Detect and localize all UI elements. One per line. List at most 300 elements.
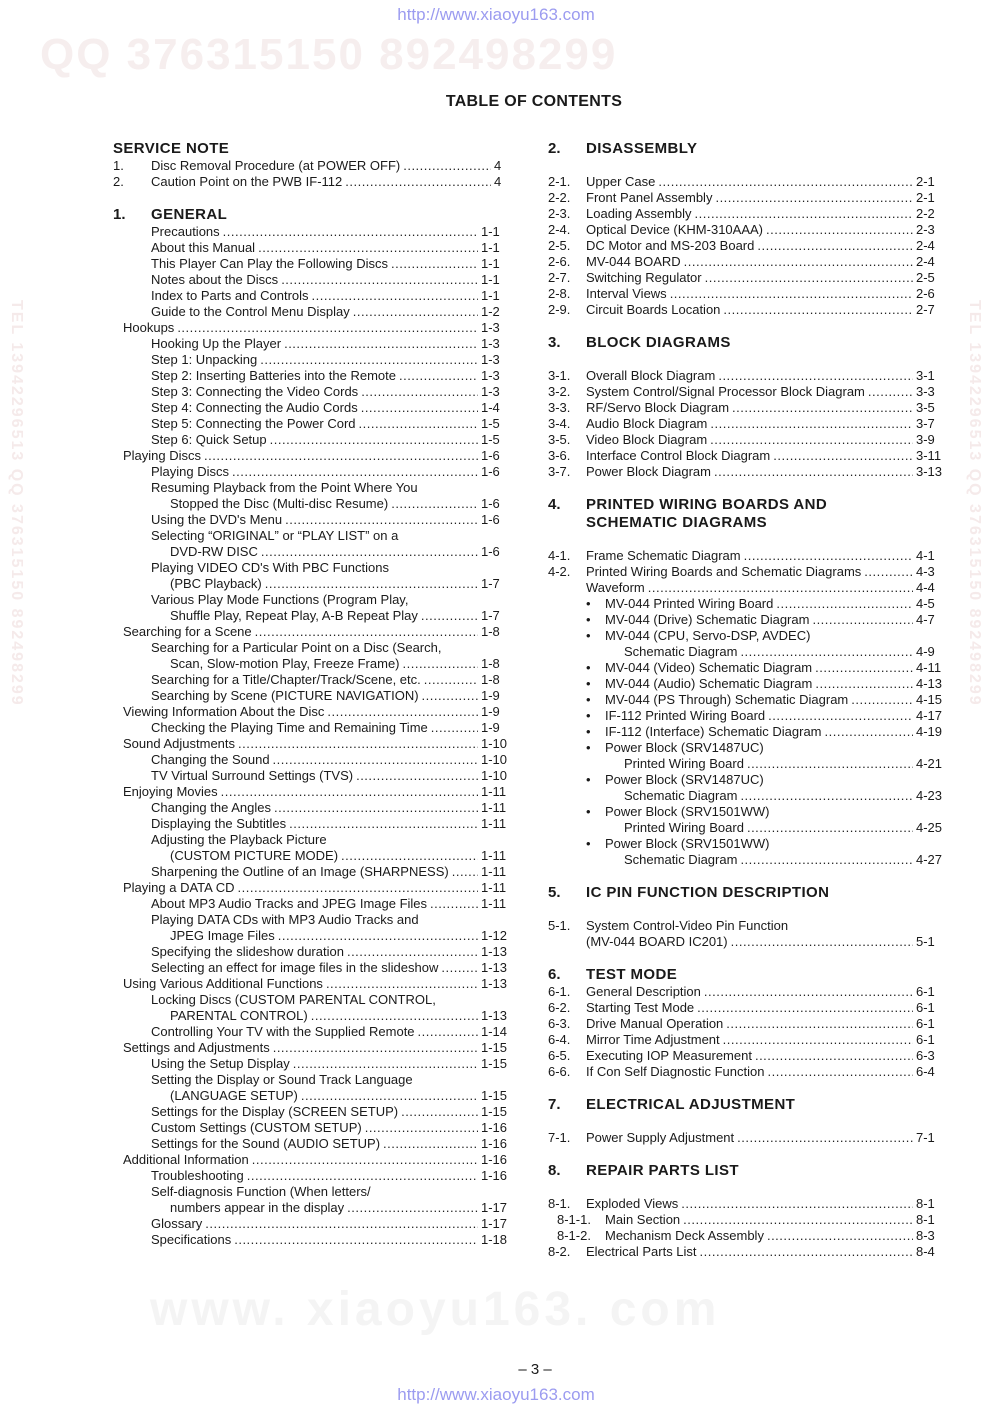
entry-number: 7-1. (548, 1130, 571, 1145)
entry-text (605, 692, 943, 708)
toc-entry[interactable] (113, 288, 508, 304)
toc-entry[interactable] (113, 816, 508, 832)
entry-label: Power Block (SRV1487UC) (605, 772, 764, 787)
toc-entry[interactable] (113, 1056, 508, 1072)
entry-page: 1-11 (481, 784, 507, 799)
entry-page: 1-3 (481, 352, 500, 367)
entry-text (151, 256, 508, 272)
entry-text (151, 752, 508, 768)
dot-leader (740, 788, 913, 804)
toc-entry[interactable] (113, 432, 508, 448)
entry-label: Settings for the Sound (AUDIO SETUP) (151, 1136, 381, 1151)
toc-entry[interactable] (548, 644, 938, 660)
entry-page: 1-6 (481, 496, 500, 511)
entry-label: MV-044 (Video) Schematic Diagram (605, 660, 813, 675)
toc-entry[interactable] (548, 820, 943, 836)
entry-page: 1-16 (481, 1168, 508, 1183)
entry-page: 2-7 (916, 302, 935, 317)
toc-entry[interactable] (548, 1244, 938, 1260)
toc-entry[interactable] (113, 784, 508, 800)
entry-text (151, 384, 508, 400)
toc-entry[interactable] (548, 368, 938, 384)
toc-entry[interactable] (113, 848, 508, 864)
toc-entry[interactable] (548, 676, 943, 692)
entry-page: 1-11 (481, 896, 507, 911)
entry-label: Locking Discs (CUSTOM PARENTAL CONTROL, (151, 992, 436, 1007)
toc-entry[interactable] (113, 1040, 508, 1056)
entry-page: 1-8 (481, 672, 500, 687)
toc-entry[interactable] (113, 1152, 508, 1168)
entry-page: 1-6 (481, 464, 500, 479)
entry-page: 1-16 (481, 1136, 508, 1151)
toc-entry[interactable] (548, 432, 938, 448)
entry-page: 3-13 (916, 464, 943, 479)
toc-entry[interactable] (113, 1168, 508, 1184)
entry-text (151, 640, 508, 656)
toc-entry[interactable] (548, 286, 938, 302)
toc-entry[interactable] (113, 560, 508, 576)
dot-leader (284, 336, 478, 352)
entry-page: 8-1 (916, 1212, 935, 1227)
entry-text (151, 174, 508, 190)
entry-label: Precautions (151, 224, 220, 239)
dot-leader (441, 960, 478, 976)
entry-page: 4-4 (916, 580, 935, 595)
entry-label: Using the DVD's Menu (151, 512, 283, 527)
dot-leader (726, 1016, 913, 1032)
entry-page: 1-15 (481, 1088, 508, 1103)
entry-number: 3-2. (548, 384, 571, 399)
toc-entry[interactable] (548, 772, 938, 788)
entry-page: 1-3 (481, 384, 500, 399)
dot-leader (274, 800, 478, 816)
toc-entry[interactable] (548, 1000, 938, 1016)
entry-text (151, 720, 508, 736)
section-number: 3. (548, 334, 561, 351)
entry-label: TV Virtual Surround Settings (TVS) (151, 768, 354, 783)
toc-entry[interactable] (548, 1212, 938, 1228)
toc-entry[interactable] (113, 912, 508, 928)
entry-page: 1-17 (481, 1216, 508, 1231)
toc-entry[interactable] (548, 836, 938, 852)
entry-text (586, 222, 938, 238)
toc-entry[interactable] (548, 1228, 938, 1244)
entry-page: 1-5 (481, 416, 500, 431)
entry-text (151, 1168, 508, 1184)
dot-leader (285, 512, 478, 528)
toc-entry[interactable] (113, 336, 508, 352)
entry-text (151, 480, 508, 496)
entry-label: Adjusting the Playback Picture (151, 832, 327, 847)
entry-text (586, 174, 938, 190)
dot-leader (768, 708, 913, 724)
entry-label: Front Panel Assembly (586, 190, 713, 205)
entry-page: 1-16 (481, 1152, 508, 1167)
entry-label: Shuffle Play, Repeat Play, A-B Repeat Play (170, 608, 418, 623)
entry-number: 2-6. (548, 254, 571, 269)
bullet-icon: • (586, 724, 591, 739)
toc-entry[interactable] (548, 238, 938, 254)
toc-entry[interactable] (113, 928, 508, 944)
toc-entry[interactable] (113, 1072, 508, 1088)
dot-leader (723, 1032, 913, 1048)
entry-text (586, 1048, 938, 1064)
entry-page: 4-5 (916, 596, 935, 611)
toc-entry[interactable] (113, 656, 508, 672)
entry-page: 3-9 (916, 432, 935, 447)
entry-label: Electrical Parts List (586, 1244, 697, 1259)
dot-leader (204, 448, 478, 464)
toc-entry[interactable] (548, 206, 938, 222)
toc-entry[interactable] (548, 628, 938, 644)
toc-entry[interactable] (113, 1104, 508, 1120)
toc-entry[interactable] (113, 960, 508, 976)
toc-entry[interactable] (113, 1136, 508, 1152)
toc-entry[interactable] (113, 800, 508, 816)
entry-number: 8-1-1. (557, 1212, 591, 1227)
toc-entry[interactable] (113, 1008, 508, 1024)
entry-text (151, 688, 508, 704)
entry-label: Hooking Up the Player (151, 336, 282, 351)
toc-entry[interactable] (113, 224, 508, 240)
toc-entry[interactable] (548, 400, 938, 416)
toc-entry[interactable] (113, 400, 508, 416)
entry-text (586, 190, 938, 206)
section-number: 6. (548, 966, 561, 983)
toc-entry[interactable] (548, 1016, 938, 1032)
toc-entry[interactable] (548, 222, 938, 238)
entry-label: Index to Parts and Controls (151, 288, 309, 303)
dot-leader (359, 416, 478, 432)
toc-entry[interactable] (113, 976, 508, 992)
toc-entry[interactable] (113, 608, 508, 624)
entry-label: Playing VIDEO CD's With PBC Functions (151, 560, 389, 575)
toc-entry[interactable] (113, 544, 508, 560)
toc-entry[interactable] (548, 852, 943, 868)
toc-entry[interactable] (113, 768, 508, 784)
toc-entry[interactable] (113, 672, 508, 688)
entry-label: Loading Assembly (586, 206, 692, 221)
toc-entry[interactable] (548, 788, 943, 804)
entry-text (586, 580, 938, 596)
entry-label: MV-044 BOARD (586, 254, 681, 269)
entry-page: 2-6 (916, 286, 935, 301)
toc-entry[interactable] (113, 992, 508, 1008)
toc-entry[interactable] (548, 254, 938, 270)
entry-number: 8-1. (548, 1196, 571, 1211)
entry-page: 1-2 (481, 304, 500, 319)
entry-page: 1-3 (481, 336, 500, 351)
toc-entry[interactable] (113, 158, 508, 174)
section-title: BLOCK DIAGRAMS (586, 334, 731, 351)
entry-number: 4-1. (548, 548, 571, 563)
entry-number: 2-5. (548, 238, 571, 253)
toc-entry[interactable] (548, 564, 938, 580)
dot-leader (391, 496, 478, 512)
entry-page: 6-1 (916, 1032, 935, 1047)
entry-text (151, 672, 508, 688)
dot-leader (697, 1000, 913, 1016)
toc-entry[interactable] (113, 736, 508, 752)
entry-label: Displaying the Subtitles (151, 816, 287, 831)
toc-entry[interactable] (113, 720, 508, 736)
toc-entry[interactable] (548, 612, 938, 628)
entry-page: 1-7 (481, 576, 500, 591)
entry-page: 3-7 (916, 416, 935, 431)
toc-entry[interactable] (548, 756, 943, 772)
toc-entry[interactable] (113, 1200, 508, 1216)
dot-leader (718, 368, 913, 384)
toc-entry[interactable] (113, 448, 508, 464)
toc-entry[interactable] (113, 880, 508, 896)
dot-leader (345, 174, 491, 190)
entry-label: Waveform (586, 580, 645, 595)
entry-text (586, 254, 938, 270)
watermark-side-right: TEL 13942296513 QQ 376315150 892498299 (966, 300, 983, 707)
entry-text (151, 1216, 508, 1232)
toc-entry[interactable] (113, 304, 508, 320)
toc-entry[interactable] (113, 528, 508, 544)
entry-label: System Control/Signal Processor Block Diagram (586, 384, 865, 399)
toc-entry[interactable] (548, 1048, 938, 1064)
entry-page: 1-8 (481, 656, 500, 671)
toc-entry[interactable] (113, 832, 508, 848)
entry-label: Changing the Angles (151, 800, 271, 815)
toc-entry[interactable] (113, 384, 508, 400)
toc-entry[interactable] (548, 1196, 938, 1212)
bullet-icon: • (586, 676, 591, 691)
bullet-icon: • (586, 836, 591, 851)
entry-label: Changing the Sound (151, 752, 270, 767)
entry-label: Executing IOP Measurement (586, 1048, 752, 1063)
entry-number: 3-4. (548, 416, 571, 431)
entry-label: Hookups (123, 320, 175, 335)
toc-entry[interactable] (113, 320, 508, 336)
toc-entry[interactable] (113, 1232, 508, 1248)
toc-entry[interactable] (113, 576, 508, 592)
toc-entry[interactable] (113, 464, 508, 480)
toc-entry[interactable] (113, 272, 508, 288)
bullet-icon: • (586, 804, 591, 819)
dot-leader (705, 270, 913, 286)
toc-entry[interactable] (548, 448, 942, 464)
entry-page: 3-11 (916, 448, 942, 463)
entry-text (151, 464, 508, 480)
entry-label: Switching Regulator (586, 270, 702, 285)
toc-entry[interactable] (548, 596, 938, 612)
entry-text (151, 224, 508, 240)
toc-entry[interactable] (548, 548, 938, 564)
entry-label: Step 2: Inserting Batteries into the Remote (151, 368, 396, 383)
entry-text (151, 592, 508, 608)
toc-entry[interactable] (548, 302, 938, 318)
entry-label: About MP3 Audio Tracks and JPEG Image Files (151, 896, 428, 911)
toc-entry[interactable] (548, 416, 938, 432)
toc-entry[interactable] (113, 416, 508, 432)
toc-entry[interactable] (548, 464, 943, 480)
entry-label: Glossary (151, 1216, 203, 1231)
entry-page: 1-15 (481, 1056, 508, 1071)
toc-entry[interactable] (113, 592, 508, 608)
toc-entry[interactable] (548, 708, 943, 724)
entry-number: 6-3. (548, 1016, 571, 1031)
toc-entry[interactable] (113, 752, 508, 768)
entry-text (170, 928, 508, 944)
entry-page: 8-4 (916, 1244, 935, 1259)
toc-entry[interactable] (113, 1216, 508, 1232)
entry-text (151, 304, 508, 320)
dot-leader (347, 1200, 478, 1216)
entry-page: 3-1 (916, 368, 935, 383)
toc-entry[interactable] (113, 896, 508, 912)
toc-entry[interactable] (113, 512, 508, 528)
entry-text (151, 1056, 508, 1072)
toc-entry[interactable] (113, 1184, 508, 1200)
toc-entry[interactable] (548, 804, 938, 820)
dot-leader (740, 644, 913, 660)
toc-entry[interactable] (113, 1088, 508, 1104)
watermark-side-left: TEL 13942296513 QQ 376315150 892498299 (8, 300, 25, 707)
entry-label: numbers appear in the display (170, 1200, 345, 1215)
entry-page: 1-1 (481, 288, 500, 303)
entry-text (170, 1200, 508, 1216)
entry-text (586, 432, 938, 448)
entry-text (605, 676, 943, 692)
toc-entry[interactable] (113, 368, 508, 384)
entry-page: 2-5 (916, 270, 935, 285)
entry-text (586, 1016, 938, 1032)
dot-leader (658, 174, 913, 190)
entry-page: 4-23 (916, 788, 943, 803)
dot-leader (232, 464, 478, 480)
entry-page: 1-13 (481, 960, 508, 975)
dot-leader (273, 1040, 478, 1056)
entry-text (586, 1032, 938, 1048)
toc-entry[interactable] (548, 724, 943, 740)
toc-entry[interactable] (113, 688, 508, 704)
toc-entry[interactable] (548, 174, 938, 190)
entry-text (123, 320, 508, 336)
entry-text (586, 1130, 938, 1146)
dot-leader (252, 1152, 478, 1168)
toc-entry[interactable] (113, 864, 508, 880)
dot-leader (361, 384, 478, 400)
toc-entry[interactable] (548, 580, 938, 596)
bullet-icon: • (586, 708, 591, 723)
entry-label: Sound Adjustments (123, 736, 236, 751)
toc-entry[interactable] (113, 480, 508, 496)
entry-number: 2-8. (548, 286, 571, 301)
entry-number: 3-3. (548, 400, 571, 415)
toc-entry[interactable] (548, 934, 938, 950)
entry-label: Using Various Additional Functions (123, 976, 323, 991)
toc-entry[interactable] (548, 918, 938, 934)
toc-entry[interactable] (548, 1130, 938, 1146)
toc-entry[interactable] (548, 270, 938, 286)
toc-entry[interactable] (548, 660, 942, 676)
entry-text (170, 544, 508, 560)
entry-text (605, 772, 938, 788)
dot-leader (356, 768, 478, 784)
toc-entry[interactable] (113, 640, 508, 656)
toc-entry[interactable] (113, 1120, 508, 1136)
entry-number: 3-1. (548, 368, 571, 383)
entry-text (605, 628, 938, 644)
toc-entry[interactable] (113, 944, 508, 960)
dot-leader (737, 1130, 913, 1146)
toc-entry[interactable] (113, 174, 508, 190)
dot-leader (700, 1244, 913, 1260)
dot-leader (361, 400, 478, 416)
entry-page: 2-1 (916, 190, 935, 205)
toc-entry[interactable] (113, 704, 508, 720)
toc-entry[interactable] (548, 1064, 938, 1080)
dot-leader (223, 224, 478, 240)
footer-url-link[interactable]: http://www.xiaoyu163.com (397, 1385, 595, 1404)
toc-entry[interactable] (548, 984, 938, 1000)
dot-leader (767, 1228, 913, 1244)
section-title: TEST MODE (586, 966, 678, 983)
toc-entry[interactable] (548, 692, 943, 708)
toc-entry[interactable] (548, 740, 938, 756)
toc-entry[interactable] (548, 1032, 938, 1048)
dot-leader (391, 256, 478, 272)
entry-text (605, 804, 938, 820)
entry-page: 4-1 (916, 548, 935, 563)
dot-leader (177, 320, 478, 336)
dot-leader (289, 816, 478, 832)
dot-leader (744, 548, 913, 564)
toc-entry[interactable] (113, 496, 508, 512)
dot-leader (312, 288, 478, 304)
entry-label: Troubleshooting (151, 1168, 244, 1183)
entry-label: Power Block (SRV1487UC) (605, 740, 764, 755)
entry-text (123, 736, 508, 752)
entry-page: 1-1 (481, 240, 500, 255)
entry-text (586, 1196, 938, 1212)
entry-text (151, 416, 508, 432)
toc-entry[interactable] (113, 1024, 508, 1040)
entry-text (170, 1088, 508, 1104)
toc-entry[interactable] (113, 352, 508, 368)
bullet-icon: • (586, 628, 591, 643)
section-number: 2. (548, 140, 561, 157)
toc-entry[interactable] (113, 624, 508, 640)
section-number: 5. (548, 884, 561, 901)
entry-label: Searching for a Title/Chapter/Track/Scene, etc. (151, 672, 421, 687)
toc-entry[interactable] (548, 384, 938, 400)
entry-text (586, 270, 938, 286)
dot-leader (868, 384, 913, 400)
entry-label: Main Section (605, 1212, 681, 1227)
dot-leader (327, 704, 478, 720)
section-title: DISASSEMBLY (586, 140, 698, 157)
toc-entry[interactable] (548, 190, 938, 206)
entry-text (586, 564, 938, 580)
toc-entry[interactable] (113, 256, 508, 272)
entry-text (170, 1008, 508, 1024)
entry-label: Settings and Adjustments (123, 1040, 270, 1055)
toc-entry[interactable] (113, 240, 508, 256)
entry-label: If Con Self Diagnostic Function (586, 1064, 765, 1079)
entry-label: Power Block (SRV1501WW) (605, 836, 770, 851)
header-url-link[interactable]: http://www.xiaoyu163.com (397, 5, 595, 24)
entry-page: 1-13 (481, 944, 508, 959)
entry-label: Circuit Boards Location (586, 302, 721, 317)
entry-text (151, 288, 508, 304)
entry-label: Step 1: Unpacking (151, 352, 258, 367)
entry-text (151, 368, 508, 384)
